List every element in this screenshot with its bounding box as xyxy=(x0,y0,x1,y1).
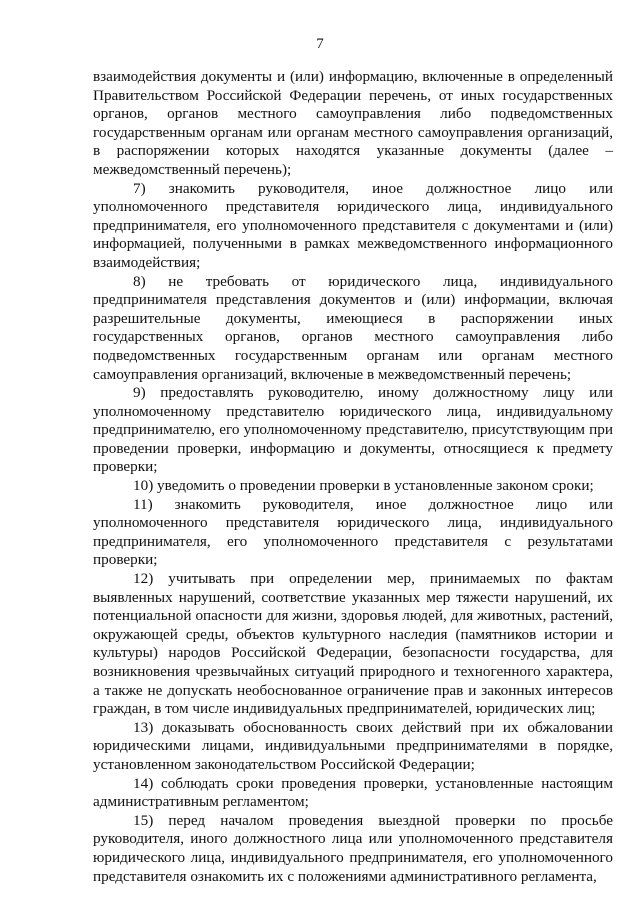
document-body xyxy=(93,68,613,886)
paragraph-item-13: 13) доказывать обоснованность своих действий при их обжаловании юридическими лицами, индивидуальными предпринимателями в порядке, установленном законодательством Российской Федерации; xyxy=(93,718,613,773)
paragraph-item-15: 15) перед началом проведения выездной проверки по просьбе руководителя, иного должностного лица или уполномоченного представителя юридического лица, индивидуального предпринимателя, его уполномоченного представителя ознакомить их с положениями административного регламента, xyxy=(93,811,613,885)
paragraph-item-8: 8) не требовать от юридического лица, индивидуального предпринимателя представления документов и (или) информации, включая разрешительные документы, имеющиеся в распоряжении иных государственных органов, органов местного самоуправления либо подведомственных государственным органам или органам местного самоуправления организаций, включеные в межведомственный перечень; xyxy=(93,272,613,383)
paragraph-item-7: 7) знакомить руководителя, иное должностное лицо или уполномоченного представителя юридического лица, индивидуального предпринимателя, его уполномоченного представителя с документами и (или) информацией, полученными в рамках межведомственного информационного взаимодействия; xyxy=(93,179,613,271)
paragraph-item-11: 11) знакомить руководителя, иное должностное лицо или уполномоченного представителя юридического лица, индивидуального предпринимателя, его уполномоченного представителя с результатами проверки; xyxy=(93,495,613,569)
page-number: 7 xyxy=(316,36,324,52)
paragraph-item-12: 12) учитывать при определении мер, принимаемых по фактам выявленных нарушений, соответствие указанных мер тяжести нарушений, их потенциальной опасности для жизни, здоровья людей, для животных, растений, окружающей среды, объектов культурного наследия (памятников истории и культуры) народов Российской Федерации, безопасности государства, для возникновения чрезвычайных ситуаций природного и техногенного характера, а также не допускать необоснованное ограничение прав и законных интересов граждан, в том числе индивидуальных предпринимателей, юридических лиц; xyxy=(93,570,613,718)
paragraph-item-9: 9) предоставлять руководителю, иному должностному лицу или уполномоченному представителю юридического лица, индивидуальному предпринимателю, его уполномоченному представителю, присутствующим при проведении проверки, информацию и документы, относящиеся к предмету проверки; xyxy=(93,384,613,476)
paragraph-continuation: взаимодействия документы и (или) информацию, включенные в определенный Правительством Российской Федерации перечень, от иных государственных органов, органов местного самоуправления либо подведомственных государственным органам или органам местного самоуправления организаций, в распоряжении которых находятся указанные документы (далее – межведомственный перечень); xyxy=(93,68,613,178)
paragraph-item-14: 14) соблюдать сроки проведения проверки, установленные настоящим административным регламентом; xyxy=(93,774,613,811)
paragraph-item-10: 10) уведомить о проведении проверки в установленные законом сроки; xyxy=(133,477,594,495)
